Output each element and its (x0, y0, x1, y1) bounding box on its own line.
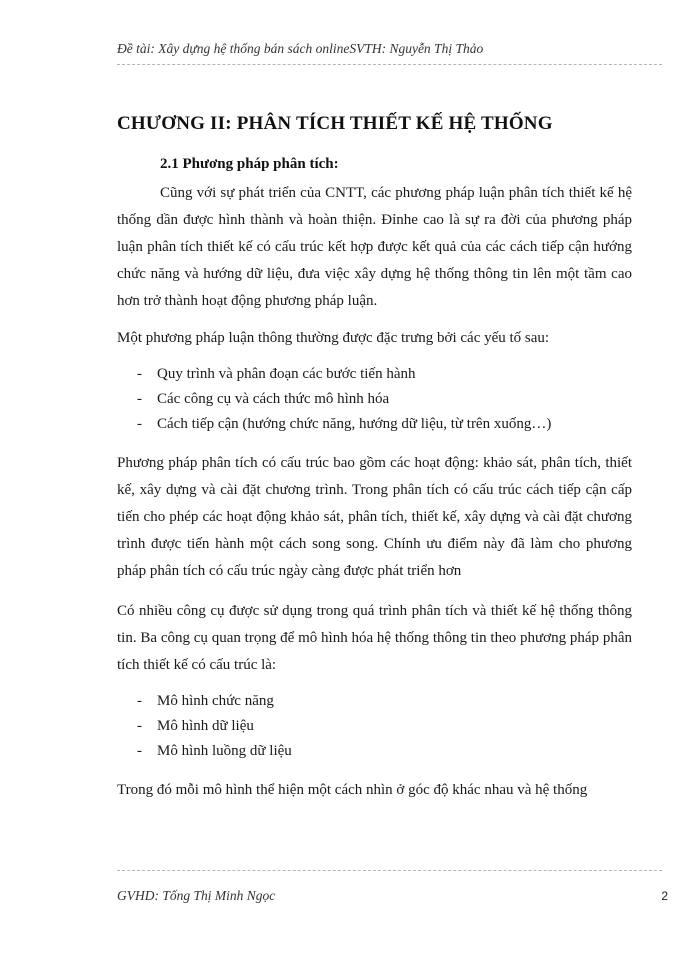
page-footer: GVHD: Tống Thị Minh Ngọc (117, 888, 276, 903)
list-item-text: Mô hình chức năng (157, 693, 274, 709)
page-number: 2 (661, 889, 668, 903)
bullet-marker: - (137, 718, 142, 734)
list-item (117, 387, 632, 412)
bullet-list (117, 362, 632, 437)
bullet-marker: - (137, 693, 142, 709)
header-divider (117, 64, 662, 65)
bullet-marker: - (137, 391, 142, 407)
paragraph: Cũng với sự phát triển của CNTT, các phương pháp luận phân tích thiết kế hệ thống dần được hình thành và hoàn thiện. Đỉnhe cao là sự ra đời của phương pháp luận phân tích thiết kế có cấu trúc kết hợp được kết quả của các cách tiếp cận hướng chức năng và hướng dữ liệu, đưa việc xây dựng hệ thống thông tin lên một tầm cao hơn trở thành hoạt động phương pháp luận. (117, 185, 632, 309)
paragraph: Có nhiều công cụ được sử dụng trong quá trình phân tích và thiết kế hệ thống thông tin. Ba công cụ quan trọng để mô hình hóa hệ thống thông tin theo phương pháp phân tích thiết kế có cấu trúc là: (117, 603, 632, 673)
document-body (117, 180, 632, 804)
bullet-marker: - (137, 416, 142, 432)
list-item-text: Cách tiếp cận (hướng chức năng, hướng dữ liệu, từ trên xuống…) (157, 416, 552, 432)
section-title: 2.1 Phương pháp phân tích: (160, 156, 339, 172)
bullet-marker: - (137, 366, 142, 382)
list-item (117, 412, 632, 437)
list-item-text: Mô hình luồng dữ liệu (157, 743, 292, 759)
bullet-marker: - (137, 743, 142, 759)
list-item (117, 714, 632, 739)
list-item-text: Quy trình và phân đoạn các bước tiến hành (157, 366, 416, 382)
paragraph: Phương pháp phân tích có cấu trúc bao gồm các hoạt động: khảo sát, phân tích, thiết kế, xây dựng và cài đặt chương trình. Trong phân tích có cấu trúc cách tiếp cận cấp tiến cho phép các hoạt động khảo sát, phân tích, thiết kế, xây dựng và cài đặt chương trình được tiến hành một cách song song. Chính ưu điểm này đã làm cho phương pháp phân tích có cấu trúc ngày càng được phát triển hơn (117, 455, 632, 579)
list-item (117, 689, 632, 714)
footer-divider (117, 870, 662, 871)
list-item (117, 362, 632, 387)
paragraph: Một phương pháp luận thông thường được đặc trưng bởi các yếu tố sau: (117, 330, 550, 346)
list-item-text: Các công cụ và cách thức mô hình hóa (157, 391, 390, 407)
list-item (117, 739, 632, 764)
list-item-text: Mô hình dữ liệu (157, 718, 254, 734)
page-header: Đề tài: Xây dựng hệ thống bán sách onlineSVTH: Nguyễn Thị Thảo (117, 41, 484, 56)
bullet-list (117, 689, 632, 764)
chapter-title: CHƯƠNG II: PHÂN TÍCH THIẾT KẾ HỆ THỐNG (117, 113, 553, 134)
paragraph: Trong đó mỗi mô hình thể hiện một cách nhìn ở góc độ khác nhau và hệ thống (117, 782, 588, 798)
